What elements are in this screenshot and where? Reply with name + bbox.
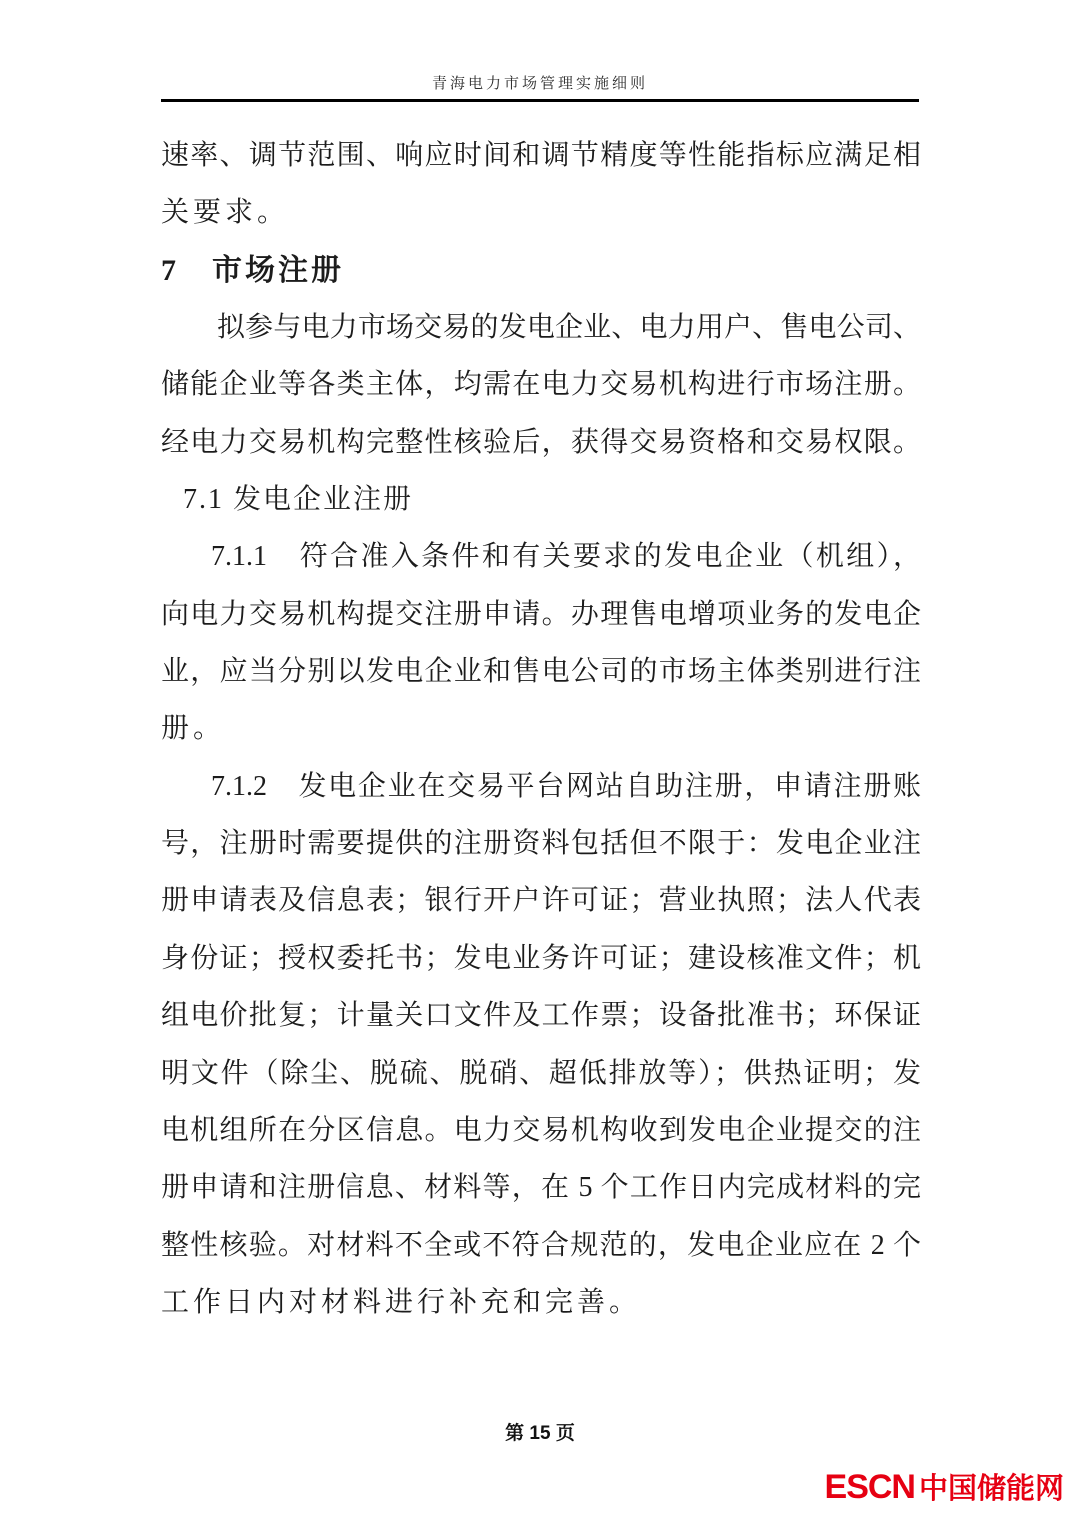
- text-line: 储能企业等各类主体，均需在电力交易机构进行市场注册。: [161, 369, 921, 401]
- header-title: 青海电力市场管理实施细则: [431, 76, 648, 92]
- text-line: 号，注册时需要提供的注册资料包括但不限于：发电企业注: [161, 828, 921, 860]
- clause-line: 7.1.2 发电企业在交易平台网站自助注册，申请注册账: [211, 770, 921, 802]
- text-line: 册。: [161, 713, 226, 745]
- section-heading: 7 市场注册: [161, 253, 344, 287]
- text-line: 册申请和注册信息、材料等，在 5 个工作日内完成材料的完: [161, 1172, 921, 1204]
- text-line: 拟参与电力市场交易的发电企业、电力用户、售电公司、: [217, 312, 921, 344]
- subsection-heading: 7.1 发电企业注册: [183, 484, 414, 516]
- text-line: 经电力交易机构完整性核验后，获得交易资格和交易权限。: [161, 426, 921, 458]
- footer-page-number: 第 15 页: [505, 1423, 575, 1444]
- escn-logo: [825, 1470, 1064, 1511]
- text-line: 身份证；授权委托书；发电业务许可证；建设核准文件；机: [161, 942, 921, 974]
- text-line: 业，应当分别以发电企业和售电公司的市场主体类别进行注: [161, 656, 921, 688]
- text-line: 关要求。: [161, 197, 290, 229]
- text-line: 电机组所在分区信息。电力交易机构收到发电企业提交的注: [161, 1114, 921, 1146]
- text-line: 速率、调节范围、响应时间和调节精度等性能指标应满足相: [161, 140, 921, 171]
- text-line: 整性核验。对材料不全或不符合规范的，发电企业应在 2 个: [161, 1229, 921, 1261]
- text-line: 册申请表及信息表；银行开户许可证；营业执照；法人代表: [161, 885, 921, 917]
- text-line: 工作日内对材料进行补充和完善。: [161, 1286, 642, 1318]
- document-body: [161, 127, 921, 1331]
- text-line: 向电力交易机构提交注册申请。办理售电增项业务的发电企: [161, 598, 921, 630]
- text-line: 明文件（除尘、脱硫、脱硝、超低排放等）；供热证明；发: [161, 1057, 921, 1089]
- text-line: 组电价批复；计量关口文件及工作票；设备批准书；环保证: [161, 1000, 921, 1032]
- logo-chinese-text: 中国储能网: [918, 1473, 1064, 1505]
- clause-line: 7.1.1 符合准入条件和有关要求的发电企业（机组），: [211, 541, 921, 573]
- header-rule: [161, 99, 919, 102]
- logo-latin-text: ESCN: [824, 1468, 915, 1506]
